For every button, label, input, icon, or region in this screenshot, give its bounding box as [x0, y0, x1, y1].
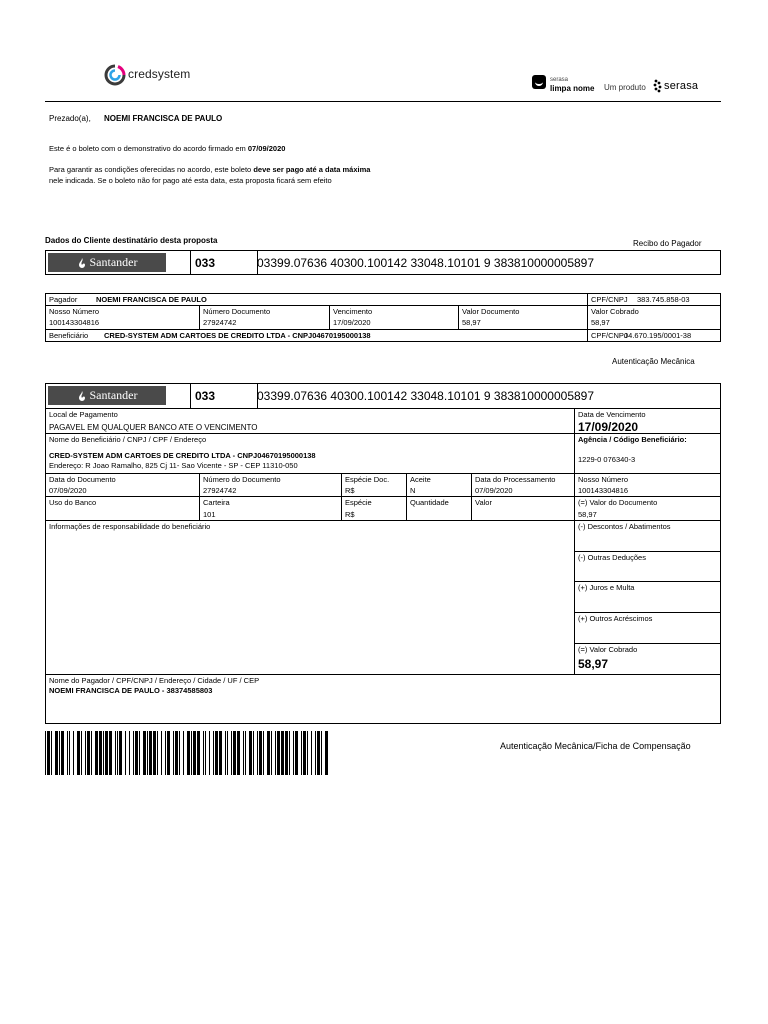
cnpj-value: 04.670.195/0001-38	[624, 331, 692, 340]
santander-logo: Santander	[48, 253, 166, 272]
aceite-value: N	[410, 486, 416, 495]
ficha-table	[45, 408, 721, 724]
valor-documento-ficha-value: 58,97	[578, 510, 597, 519]
valor-documento-ficha-cell	[574, 496, 721, 521]
numero-documento-cell	[199, 473, 342, 497]
valor-label: Valor	[475, 498, 492, 507]
cpf-value: 383.745.858-03	[637, 295, 690, 304]
credsystem-logo-icon	[104, 64, 126, 86]
carteira-cell	[199, 496, 342, 521]
greeting-label: Prezado(a),	[49, 114, 91, 123]
uso-banco-label: Uso do Banco	[49, 498, 97, 507]
pagador-label: Pagador	[49, 295, 78, 304]
valor-cell	[471, 496, 575, 521]
receipt-digitable-line: 03399.07636 40300.100142 33048.10101 9 383810000005897	[257, 255, 595, 270]
pagador-ficha-value: NOEMI FRANCISCA DE PAULO - 38374585803	[49, 686, 213, 695]
barcode	[45, 731, 422, 775]
autenticacao-mecanica-label: Autenticação Mecânica	[612, 357, 695, 366]
ficha-santander-flame-icon	[77, 391, 87, 401]
carteira-value: 101	[203, 510, 216, 519]
intro-line-3: nele indicada. Se o boleto não for pago até esta data, esta proposta ficará sem efeito	[49, 176, 332, 185]
informacoes-cell	[45, 520, 575, 675]
descontos-label: (-) Descontos / Abatimentos	[578, 522, 671, 531]
numero-doc-label: Número Documento	[203, 307, 271, 316]
recibo-label: Recibo do Pagador	[633, 239, 702, 248]
numero-doc-value: 27924742	[203, 318, 237, 327]
quantidade-label: Quantidade	[410, 498, 449, 507]
nosso-numero-ficha-cell	[574, 473, 721, 497]
beneficiario-label: Beneficiário	[49, 331, 89, 340]
data-vencimento-label: Data de Vencimento	[578, 410, 646, 419]
vencimento-value: 17/09/2020	[333, 318, 371, 327]
data-vencimento-cell	[574, 408, 721, 434]
juros-cell	[574, 581, 721, 613]
data-processamento-cell	[471, 473, 575, 497]
valor-cobrado-value: 58,97	[591, 318, 610, 327]
ficha-santander-logo: Santander	[48, 386, 166, 405]
valor-cobrado-cell	[587, 305, 721, 330]
pagador-value: NOEMI FRANCISCA DE PAULO	[96, 295, 207, 304]
header-divider	[45, 101, 721, 102]
especie-label: Espécie	[345, 498, 372, 507]
pagador-ficha-label: Nome do Pagador / CPF/CNPJ / Endereço / Cidade / UF / CEP	[49, 676, 260, 685]
beneficiario-ficha-value: CRED-SYSTEM ADM CARTOES DE CREDITO LTDA - CNPJ04670195000138	[49, 451, 316, 460]
agencia-cell	[574, 433, 721, 474]
especie-cell	[341, 496, 407, 521]
serasa-logo-text: serasa	[664, 80, 699, 92]
beneficiario-ficha-cell	[45, 433, 575, 474]
cnpj-cell	[587, 329, 721, 342]
numero-documento-label: Número do Documento	[203, 475, 281, 484]
especie-doc-cell	[341, 473, 407, 497]
santander-flame-icon	[77, 258, 87, 268]
data-vencimento-value: 17/09/2020	[578, 420, 639, 434]
informacoes-label: Informações de responsabilidade do beneficiário	[49, 522, 211, 531]
especie-value: R$	[345, 510, 355, 519]
pagador-ficha-cell	[45, 674, 721, 724]
beneficiario-cell	[45, 329, 588, 342]
local-pagamento-cell	[45, 408, 575, 434]
limpa-nome-icon	[532, 75, 546, 89]
local-pagamento-label: Local de Pagamento	[49, 410, 118, 419]
outros-acrescimos-cell	[574, 612, 721, 644]
juros-label: (+) Juros e Multa	[578, 583, 635, 592]
valor-cobrado-ficha-value: 58,97	[578, 657, 609, 671]
nosso-numero-ficha-label: Nosso Número	[578, 475, 629, 484]
beneficiario-address: Endereço: R Joao Ramalho, 825 Cj 11- Sao Vicente - SP - CEP 11310-050	[49, 461, 298, 470]
data-processamento-label: Data do Processamento	[475, 475, 556, 484]
uso-banco-cell	[45, 496, 200, 521]
serasa-dots-icon	[653, 79, 663, 93]
outras-deducoes-label: (-) Outras Deduções	[578, 553, 646, 562]
credsystem-logo-text: credsystem	[128, 67, 191, 81]
ficha-bank-bar	[45, 383, 721, 409]
client-data-title: Dados do Cliente destinatário desta proposta	[45, 236, 218, 245]
produto-label: Um produto	[604, 83, 646, 92]
nosso-numero-ficha-value: 100143304816	[578, 486, 629, 495]
serasa-small-label: serasa	[550, 77, 569, 83]
outros-acrescimos-label: (+) Outros Acréscimos	[578, 614, 653, 623]
valor-cobrado-label: Valor Cobrado	[591, 307, 639, 316]
cpf-label: CPF/CNPJ	[591, 295, 628, 304]
nosso-numero-value: 100143304816	[49, 318, 100, 327]
greeting-name: NOEMI FRANCISCA DE PAULO	[104, 114, 223, 123]
cnpj-label: CPF/CNPJ	[591, 331, 628, 340]
quantidade-cell	[406, 496, 472, 521]
beneficiario-ficha-label: Nome do Beneficiário / CNPJ / CPF / Endereço	[49, 435, 207, 444]
aceite-cell	[406, 473, 472, 497]
data-documento-value: 07/09/2020	[49, 486, 87, 495]
beneficiario-value: CRED-SYSTEM ADM CARTOES DE CREDITO LTDA - CNPJ04670195000138	[104, 331, 371, 340]
intro-line-1: Este é o boleto com o demonstrativo do acordo firmado em 07/09/2020	[49, 144, 286, 153]
vencimento-label: Vencimento	[333, 307, 373, 316]
agencia-label: Agência / Código Beneficiário:	[578, 435, 687, 444]
valor-doc-cell	[458, 305, 588, 330]
intro-line-2: Para garantir as condições oferecidas no acordo, este boleto deve ser pago até a data máxima	[49, 165, 371, 174]
receipt-table	[45, 293, 721, 342]
especie-doc-label: Espécie Doc.	[345, 475, 390, 484]
receipt-bank-code: 033	[190, 251, 258, 274]
valor-cobrado-ficha-label: (=) Valor Cobrado	[578, 645, 638, 654]
numero-documento-value: 27924742	[203, 486, 237, 495]
autenticacao-ficha-label: Autenticação Mecânica/Ficha de Compensação	[500, 741, 691, 751]
data-processamento-value: 07/09/2020	[475, 486, 513, 495]
nosso-numero-label: Nosso Número	[49, 307, 100, 316]
receipt-bank-bar	[45, 250, 721, 275]
valor-doc-label: Valor Documento	[462, 307, 520, 316]
local-pagamento-value: PAGAVEL EM QUALQUER BANCO ATE O VENCIMENTO	[49, 423, 258, 432]
carteira-label: Carteira	[203, 498, 230, 507]
agencia-value: 1229-0 076340-3	[578, 455, 636, 464]
nosso-numero-cell	[45, 305, 200, 330]
numero-doc-cell	[199, 305, 330, 330]
limpa-nome-label: limpa nome	[550, 84, 595, 93]
aceite-label: Aceite	[410, 475, 431, 484]
data-documento-label: Data do Documento	[49, 475, 116, 484]
outras-deducoes-cell	[574, 551, 721, 582]
valor-cobrado-ficha-cell	[574, 643, 721, 675]
ficha-bank-code: 033	[190, 384, 258, 408]
data-documento-cell	[45, 473, 200, 497]
valor-documento-ficha-label: (=) Valor do Documento	[578, 498, 658, 507]
valor-doc-value: 58,97	[462, 318, 481, 327]
descontos-cell	[574, 520, 721, 552]
ficha-digitable-line: 03399.07636 40300.100142 33048.10101 9 383810000005897	[257, 389, 595, 403]
especie-doc-value: R$	[345, 486, 355, 495]
vencimento-cell	[329, 305, 459, 330]
